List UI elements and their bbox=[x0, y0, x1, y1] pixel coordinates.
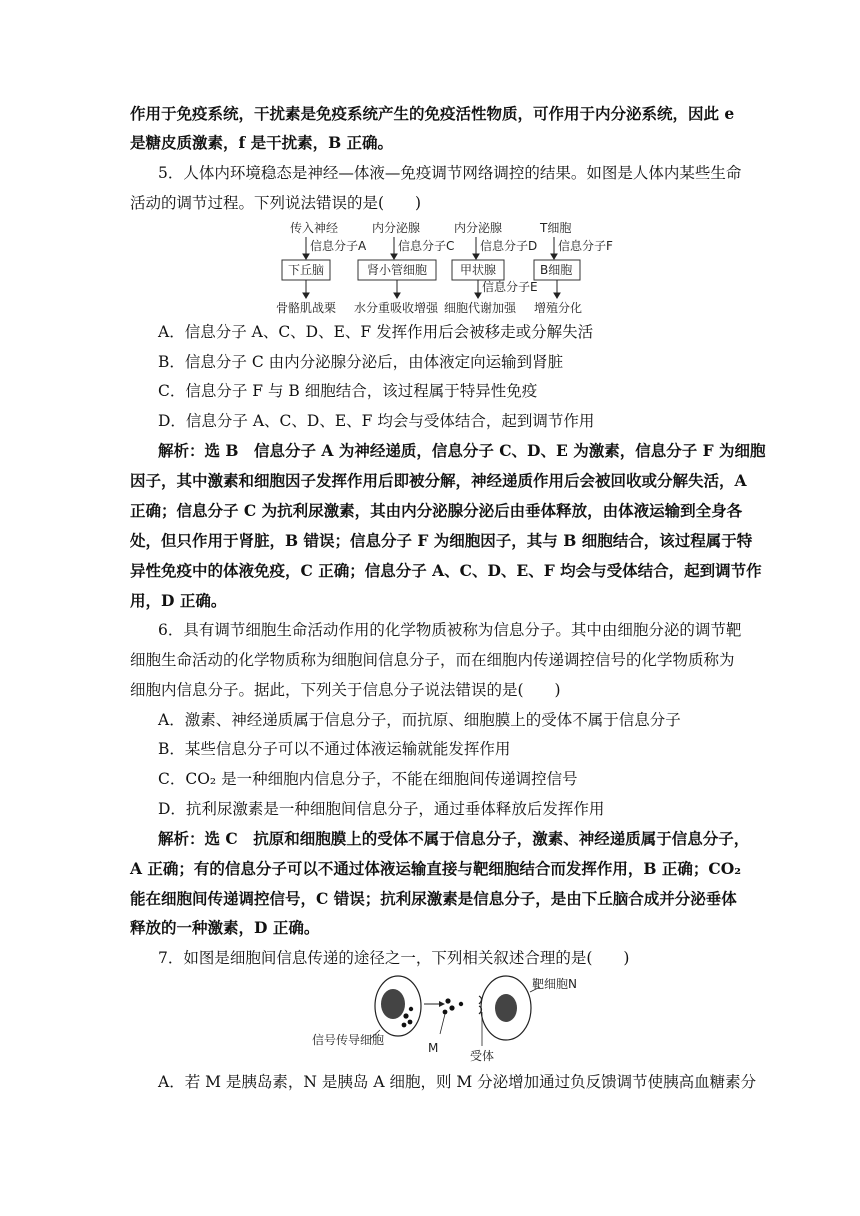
q6-analysis-2: A 正确；有的信息分子可以不通过体液运输直接与靶细胞结合而发挥作用，B 正确；CO₂ bbox=[130, 859, 742, 878]
diagram-signal-label-e: 信息分子E bbox=[482, 280, 538, 294]
signal-molecule bbox=[449, 1005, 454, 1010]
diagram-top-label: 传入神经 bbox=[290, 221, 339, 235]
q6-option-c: C．CO₂ 是一种细胞内信息分子，不能在细胞间传递调控信号 bbox=[158, 770, 578, 788]
question-7-stem: 7．如图是细胞间信息传递的途径之一，下列相关叙述合理的是( ) bbox=[158, 949, 630, 967]
signal-molecule bbox=[445, 998, 450, 1003]
question-5-stem-2: 活动的调节过程。下列说法错误的是( ) bbox=[130, 194, 422, 212]
box-label: 肾小管细胞 bbox=[367, 263, 428, 277]
box-label: 甲状腺 bbox=[460, 263, 497, 277]
diagram-signal-label: 信息分子D bbox=[480, 239, 538, 253]
diagram-top-label: 内分泌腺 bbox=[454, 221, 503, 235]
q5-analysis-1: 解析：选 B 信息分子 A 为神经递质，信息分子 C、D、E 为激素，信息分子 F 为细胞 bbox=[158, 441, 766, 460]
box-label: 下丘脑 bbox=[288, 263, 325, 277]
target-nucleus bbox=[495, 994, 517, 1022]
source-nucleus bbox=[381, 989, 405, 1019]
diagram-outcome: 细胞代谢加强 bbox=[444, 301, 517, 315]
q5-analysis-2: 因子，其中激素和细胞因子发挥作用后即被分解，神经递质作用后会被回收或分解失活，A bbox=[130, 471, 747, 490]
diagram-outcome: 增殖分化 bbox=[534, 301, 583, 315]
q6-analysis-4: 释放的一种激素，D 正确。 bbox=[130, 918, 320, 937]
question-5-stem: 5．人体内环境稳态是神经—体液—免疫调节网络调控的结果。如图是人体内某些生命 bbox=[158, 164, 742, 182]
q6-analysis-1: 解析：选 C 抗原和细胞膜上的受体不属于信息分子，激素、神经递质属于信息分子， bbox=[158, 829, 750, 848]
q5-analysis-4: 处，但只作用于肾脏，B 错误；信息分子 F 为细胞因子，其与 B 细胞结合，该过程属于特 bbox=[130, 531, 753, 550]
q6-option-a: A．激素、神经递质属于信息分子，而抗原、细胞膜上的受体不属于信息分子 bbox=[158, 711, 681, 729]
q6-option-b: B．某些信息分子可以不通过体液运输就能发挥作用 bbox=[158, 740, 511, 758]
signal-molecule bbox=[459, 1002, 463, 1006]
q7-option-a: A．若 M 是胰岛素，N 是胰岛 A 细胞，则 M 分泌增加通过负反馈调节使胰高血糖素分 bbox=[158, 1073, 757, 1091]
text-line-1: 作用于免疫系统，干扰素是免疫系统产生的免疫活性物质，可作用于内分泌系统，因此 e bbox=[130, 104, 735, 123]
m-label: M bbox=[428, 1041, 439, 1055]
signal-molecule bbox=[443, 1010, 448, 1015]
diagram-outcome: 水分重吸收增强 bbox=[354, 301, 439, 315]
text-line-2: 是糖皮质激素，f 是干扰素，B 正确。 bbox=[130, 133, 394, 152]
box-label: B细胞 bbox=[540, 263, 573, 277]
target-cell-label: 靶细胞N bbox=[532, 977, 577, 991]
q5-option-b: B．信息分子 C 由内分泌腺分泌后，由体液定向运输到肾脏 bbox=[158, 353, 564, 371]
diagram-top-label: 内分泌腺 bbox=[372, 221, 421, 235]
q5-option-a: A．信息分子 A、C、D、E、F 发挥作用后会被移走或分解失活 bbox=[158, 323, 594, 341]
diagram-signal-label: 信息分子A bbox=[310, 239, 367, 253]
q5-analysis-5: 异性免疫中的体液免疫，C 正确；信息分子 A、C、D、E、F 均会与受体结合，起到调节作 bbox=[130, 561, 762, 580]
q6-option-d: D．抗利尿激素是一种细胞间信息分子，通过垂体释放后发挥作用 bbox=[158, 800, 605, 818]
q5-option-d: D．信息分子 A、C、D、E、F 均会与受体结合，起到调节作用 bbox=[158, 412, 595, 430]
source-cell-label: 信号传导细胞 bbox=[312, 1033, 385, 1047]
question-6-stem-3: 细胞内信息分子。据此，下列关于信息分子说法错误的是( ) bbox=[130, 681, 561, 699]
regulation-diagram bbox=[272, 220, 613, 320]
question-6-stem: 6．具有调节细胞生命活动作用的化学物质被称为信息分子。其中由细胞分泌的调节靶 bbox=[158, 621, 742, 639]
question-6-stem-2: 细胞生命活动的化学物质称为细胞间信息分子，而在细胞内传递调控信号的化学物质称为 bbox=[130, 651, 735, 669]
diagram-top-label: T细胞 bbox=[540, 221, 572, 235]
diagram-signal-label: 信息分子F bbox=[558, 239, 613, 253]
q5-analysis-6: 用，D 正确。 bbox=[130, 591, 227, 610]
cell-signal-diagram bbox=[300, 972, 600, 1064]
q6-analysis-3: 能在细胞间传递调控信号，C 错误；抗利尿激素是信息分子，是由下丘脑合成并分泌垂体 bbox=[130, 889, 737, 908]
diagram-outcome: 骨骼肌战栗 bbox=[276, 301, 337, 315]
q5-option-c: C．信息分子 F 与 B 细胞结合，该过程属于特异性免疫 bbox=[158, 382, 538, 400]
receptor-label: 受体 bbox=[470, 1049, 495, 1063]
q5-analysis-3: 正确；信息分子 C 为抗利尿激素，其由内分泌腺分泌后由垂体释放，由体液运输到全身各 bbox=[130, 501, 743, 520]
diagram-signal-label: 信息分子C bbox=[398, 239, 455, 253]
